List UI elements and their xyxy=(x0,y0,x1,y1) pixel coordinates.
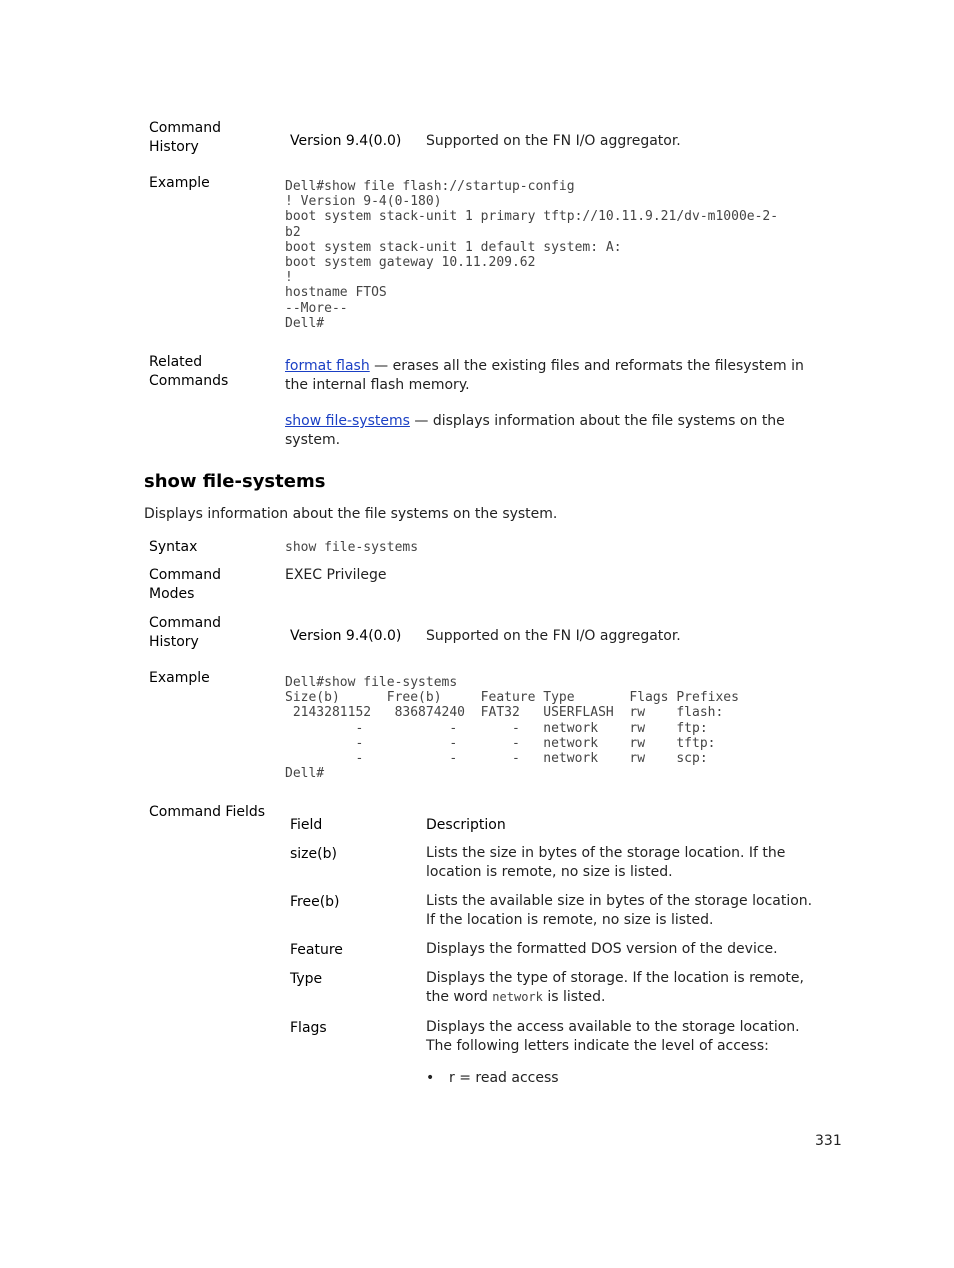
page-number: 331 xyxy=(815,1133,842,1149)
type-desc-after: is listed. xyxy=(542,989,606,1005)
field-description: Lists the available size in bytes of the storage location. If the location is remote, no size is listed. xyxy=(426,893,813,928)
history-version: Version 9.4(0.0) xyxy=(290,133,402,149)
history-description: Supported on the FN I/O aggregator. xyxy=(426,133,681,149)
command-modes-value: EXEC Privilege xyxy=(285,567,387,583)
bullet-icon: • xyxy=(426,1070,435,1086)
show-file-systems-link[interactable]: show file-systems xyxy=(285,413,410,429)
related-command-1-text: — erases all the existing files and reformats the filesystem in the internal flash memory. xyxy=(285,358,804,393)
command-history-label: Command History xyxy=(149,120,221,155)
example-code-block-2: Dell#show file-systems Size(b) Free(b) Feature Type Flags Prefixes 2143281152 836874240 FAT32 USERFLASH rw flash: - - - network rw ftp: - - - network rw tftp: - - - network rw scp: Dell# xyxy=(285,675,739,782)
type-desc-code: network xyxy=(492,990,543,1004)
example-code-block: Dell#show file flash://startup-config ! Version 9-4(0-180) boot system stack-unit 1 primary tftp://10.11.9.21/dv-m1000e-2- b2 boot system stack-unit 1 default system: A: boot system gateway 10.11.209.62 ! hostname FTOS --More-- Dell# xyxy=(285,179,779,331)
related-commands-label: Related Commands xyxy=(149,354,229,389)
fields-header-description: Description xyxy=(426,817,506,833)
syntax-label: Syntax xyxy=(149,539,198,555)
format-flash-link[interactable]: format flash xyxy=(285,358,370,374)
field-description-flags: Displays the access available to the storage location. The following letters indicate the level of access: xyxy=(426,1019,800,1054)
fields-header-field: Field xyxy=(290,817,323,833)
field-name: size(b) xyxy=(290,846,337,862)
field-description-type xyxy=(426,969,824,1007)
bullet-item xyxy=(426,1069,559,1088)
field-name-type: Type xyxy=(290,971,323,987)
related-command-1 xyxy=(285,357,815,395)
related-command-2-text: — displays information about the file systems on the system. xyxy=(285,413,785,448)
field-name: Feature xyxy=(290,942,343,958)
field-name: Free(b) xyxy=(290,894,340,910)
section-title: show file-systems xyxy=(144,471,326,492)
example-label: Example xyxy=(149,175,210,191)
syntax-code: show file-systems xyxy=(285,540,419,555)
related-command-2 xyxy=(285,412,825,450)
type-desc-before: Displays the type of storage. If the location is remote, the word xyxy=(426,970,804,1005)
field-name-flags: Flags xyxy=(290,1020,327,1036)
command-history-label-2: Command History xyxy=(149,615,221,650)
command-fields-label: Command Fields xyxy=(149,804,266,820)
section-intro: Displays information about the file systems on the system. xyxy=(144,506,558,522)
example-label-2: Example xyxy=(149,670,210,686)
history-description-2: Supported on the FN I/O aggregator. xyxy=(426,628,681,644)
bullet-text: r = read access xyxy=(449,1070,559,1086)
history-version-2: Version 9.4(0.0) xyxy=(290,628,402,644)
command-modes-label: Command Modes xyxy=(149,567,221,602)
field-description: Displays the formatted DOS version of the device. xyxy=(426,941,778,957)
field-description: Lists the size in bytes of the storage location. If the location is remote, no size is listed. xyxy=(426,845,786,880)
